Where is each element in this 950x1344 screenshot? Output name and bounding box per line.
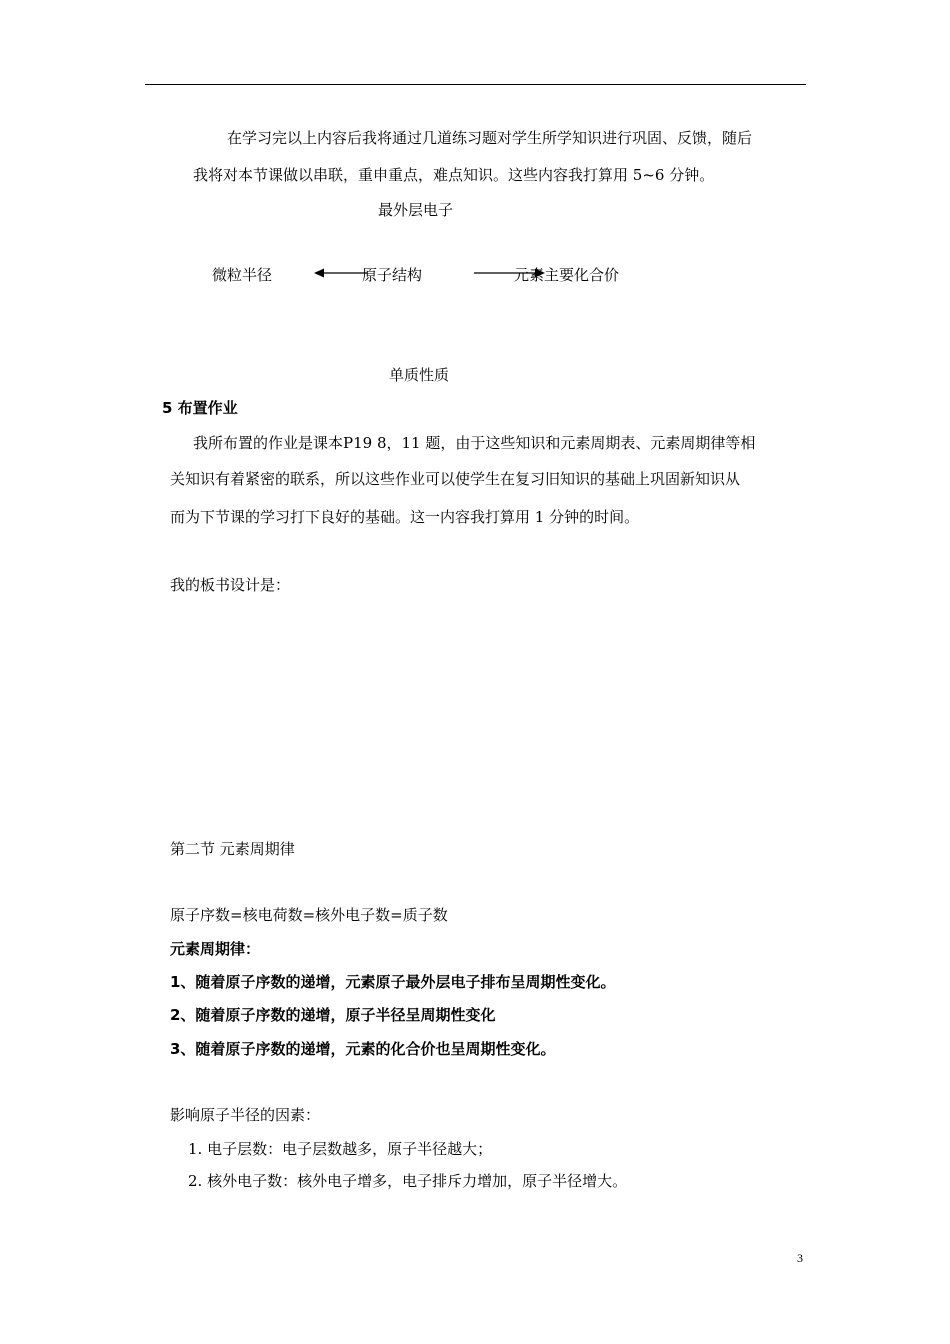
diagram-top-label: 最外层电子 (378, 201, 454, 219)
diagram-bottom-label: 单质性质 (389, 366, 450, 384)
law-item-3: 3、随着原子序数的递增，元素的化合价也呈周期性变化。 (170, 1040, 556, 1058)
factors-title: 影响原子半径的因素： (170, 1106, 321, 1124)
law-item-2: 2、随着原子序数的递增，原子半径呈周期性变化 (170, 1006, 496, 1024)
board-section-title: 第二节 元素周期律 (170, 840, 295, 858)
diagram-left-label: 微粒半径 (212, 266, 273, 284)
diagram-right-label: 元素主要化合价 (514, 266, 620, 284)
intro-line-1: 在学习完以上内容后我将通过几道练习题对学生所学知识进行巩固、反馈，随后 (227, 129, 753, 147)
section-5-heading: 5 布置作业 (162, 399, 238, 417)
intro-line-2: 我将对本节课做以串联，重申重点，难点知识。这些内容我打算用 5~6 分钟。 (193, 166, 715, 184)
homework-line-1: 我所布置的作业是课本P19 8，11 题，由于这些知识和元素周期表、元素周期律等相 (193, 434, 756, 452)
factor-item-2: 2. 核外电子数：核外电子增多，电子排斥力增加，原子半径增大。 (188, 1172, 628, 1190)
board-design-intro: 我的板书设计是： (170, 576, 291, 594)
law-title: 元素周期律： (170, 940, 261, 958)
arrow-left-head (314, 269, 324, 278)
page-number: 3 (797, 1251, 803, 1265)
law-item-1: 1、随着原子序数的递增，元素原子最外层电子排布呈周期性变化。 (170, 973, 616, 991)
homework-line-3: 而为下节课的学习打下良好的基础。这一内容我打算用 1 分钟的时间。 (170, 508, 640, 526)
board-equation: 原子序数=核电荷数=核外电子数=质子数 (170, 906, 448, 924)
diagram-center-label: 原子结构 (362, 266, 423, 284)
factor-item-1: 1. 电子层数：电子层数越多，原子半径越大； (188, 1140, 493, 1158)
concept-diagram (0, 0, 950, 400)
homework-line-2: 关知识有着紧密的联系，所以这些作业可以使学生在复习旧知识的基础上巩固新知识从 (170, 470, 741, 488)
